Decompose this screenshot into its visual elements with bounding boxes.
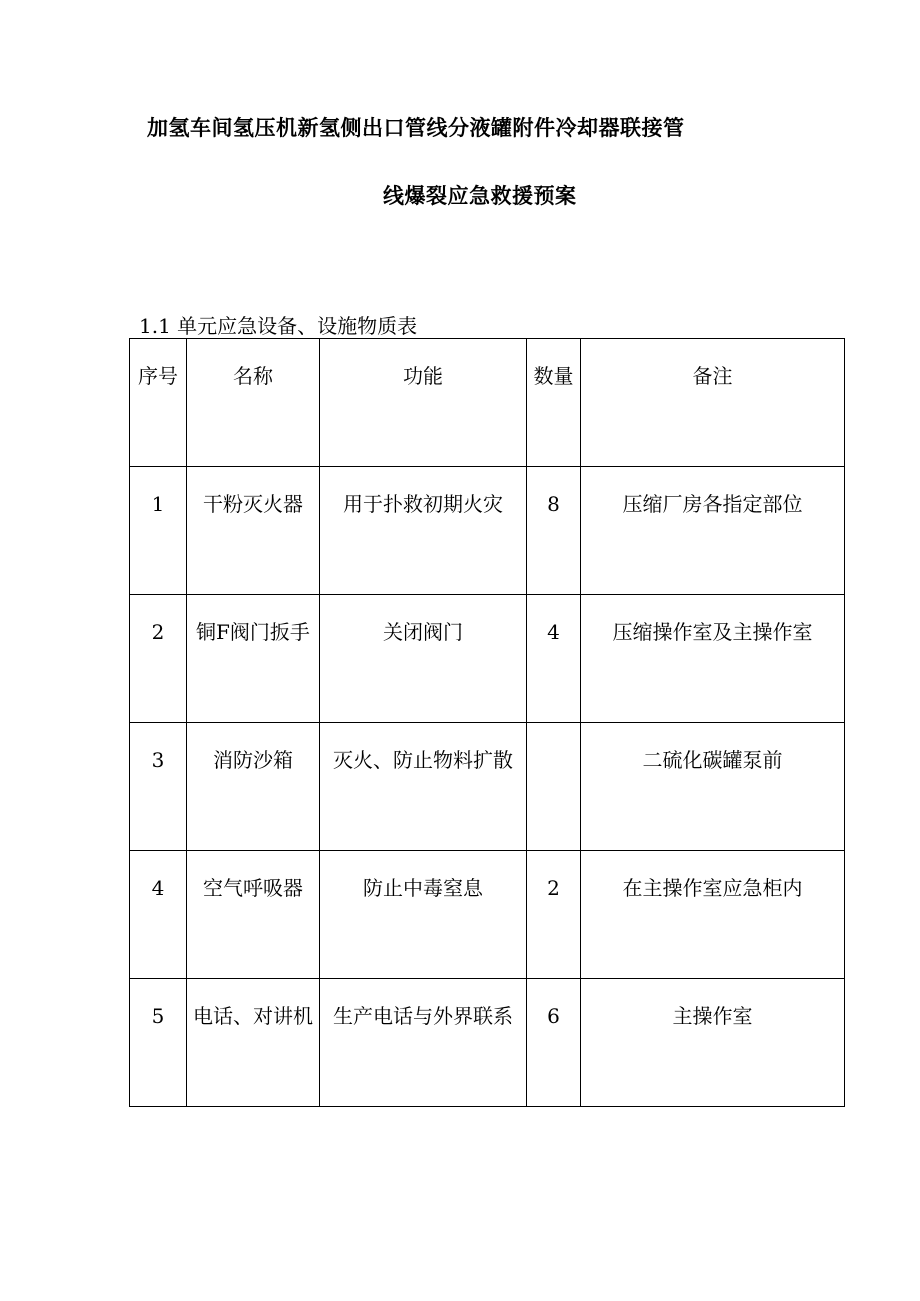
document-title-line-1: 加氢车间氢压机新氢侧出口管线分液罐附件冷却器联接管 xyxy=(147,116,685,140)
cell-name: 电话、对讲机 xyxy=(187,979,320,1107)
cell-no: 4 xyxy=(130,851,187,979)
cell-note: 压缩操作室及主操作室 xyxy=(581,595,845,723)
cell-note: 在主操作室应急柜内 xyxy=(581,851,845,979)
document-title-line-2: 线爆裂应急救援预案 xyxy=(383,184,577,208)
cell-function: 生产电话与外界联系 xyxy=(320,979,527,1107)
cell-name: 消防沙箱 xyxy=(187,723,320,851)
header-cell-no: 序号 xyxy=(130,339,187,467)
table-row xyxy=(130,595,845,723)
table-row xyxy=(130,979,845,1107)
header-cell-name: 名称 xyxy=(187,339,320,467)
cell-function: 关闭阀门 xyxy=(320,595,527,723)
equipment-table xyxy=(129,338,845,1107)
cell-qty xyxy=(527,723,581,851)
header-cell-qty: 数量 xyxy=(527,339,581,467)
header-cell-function: 功能 xyxy=(320,339,527,467)
cell-note: 压缩厂房各指定部位 xyxy=(581,467,845,595)
table-caption: 1.1 单元应急设备、设施物质表 xyxy=(139,314,418,338)
cell-function: 用于扑救初期火灾 xyxy=(320,467,527,595)
header-cell-note: 备注 xyxy=(581,339,845,467)
cell-function: 防止中毒窒息 xyxy=(320,851,527,979)
cell-no: 2 xyxy=(130,595,187,723)
cell-no: 1 xyxy=(130,467,187,595)
cell-no: 5 xyxy=(130,979,187,1107)
cell-name: 铜F阀门扳手 xyxy=(187,595,320,723)
cell-function: 灭火、防止物料扩散 xyxy=(320,723,527,851)
cell-name: 空气呼吸器 xyxy=(187,851,320,979)
cell-qty: 6 xyxy=(527,979,581,1107)
table-row xyxy=(130,851,845,979)
table-row xyxy=(130,467,845,595)
cell-note: 二硫化碳罐泵前 xyxy=(581,723,845,851)
cell-note: 主操作室 xyxy=(581,979,845,1107)
cell-qty: 4 xyxy=(527,595,581,723)
cell-qty: 8 xyxy=(527,467,581,595)
cell-qty: 2 xyxy=(527,851,581,979)
table-row xyxy=(130,723,845,851)
table-header-row xyxy=(130,339,845,467)
cell-name: 干粉灭火器 xyxy=(187,467,320,595)
cell-no: 3 xyxy=(130,723,187,851)
